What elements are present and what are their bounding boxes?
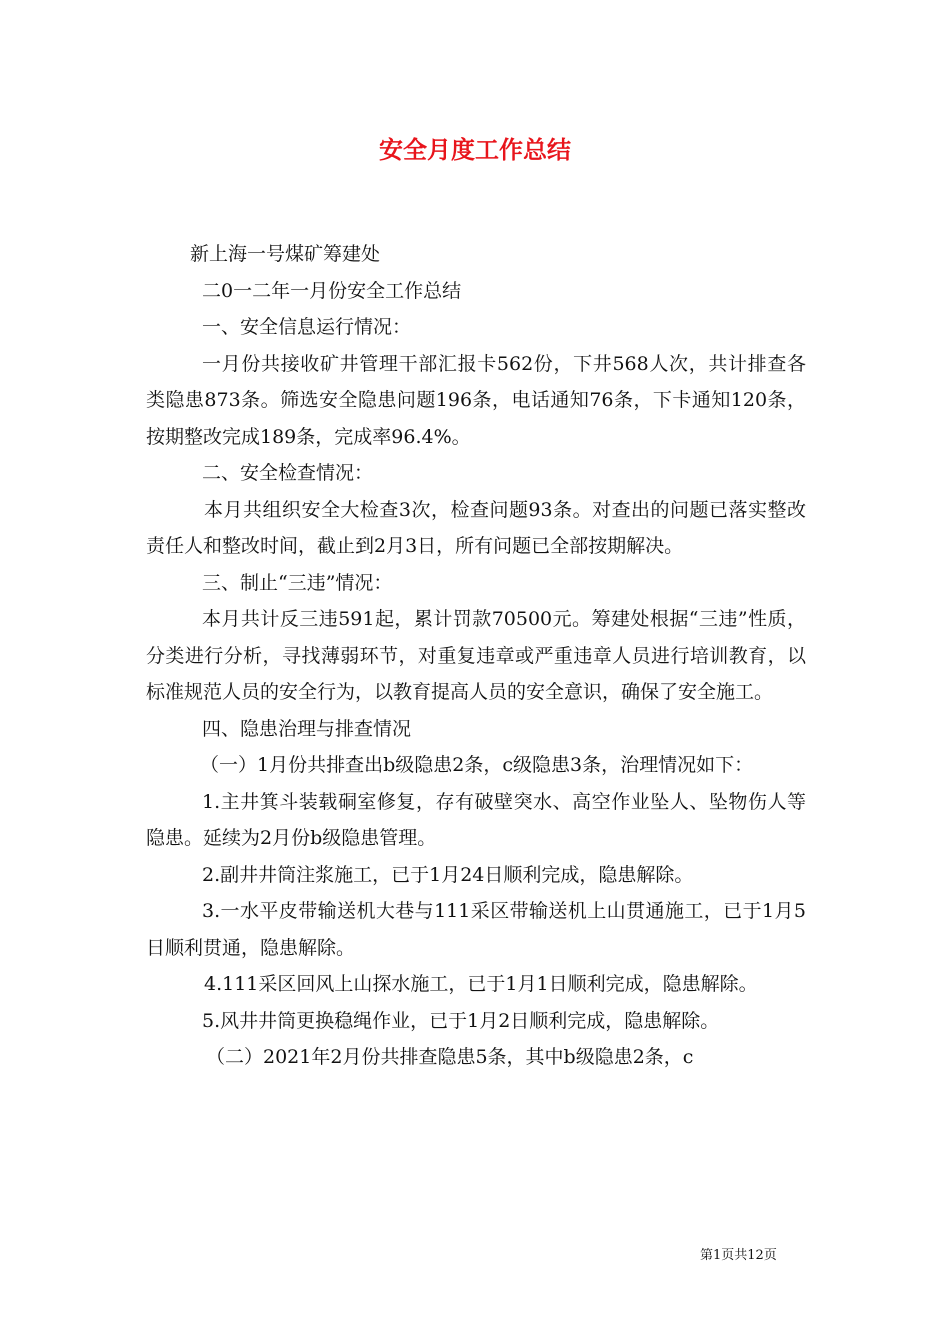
document-title: 安全月度工作总结	[379, 136, 571, 164]
list-item-1: 1.主井箕斗装载硐室修复，存有破壁突水、高空作业坠人、坠物伤人等隐患。延续为2月份b级隐患管理。	[146, 790, 806, 849]
list-item-5: 5.风井井筒更换稳绳作业，已于1月2日顺利完成，隐患解除。	[202, 1009, 720, 1032]
heading-section-1: 一、安全信息运行情况：	[202, 316, 412, 338]
list-item-3: 3.一水平皮带输送机大巷与111采区带输送机上山贯通施工，已于1月5日顺利贯通，隐患解除。	[146, 900, 806, 959]
paragraph-section-1: 一月份共接收矿井管理干部汇报卡562份，下井568人次，共计排查各类隐患873条。筛选安全隐患问题196条，电话通知76条，下卡通知120条，按期整改完成189条，完成率96.4%。	[146, 352, 806, 448]
paragraph-organization: 新上海一号煤矿筹建处	[190, 243, 381, 265]
paragraph-section-2: 本月共组织安全大检查3次，检查问题93条。对查出的问题已落实整改责任人和整改时间，截止到2月3日，所有问题已全部按期解决。	[146, 498, 806, 557]
heading-section-2: 二、安全检查情况：	[202, 462, 374, 484]
paragraph-subsection-2: （二）2021年2月份共排查隐患5条，其中b级隐患2条，c	[206, 1046, 694, 1068]
document-body	[146, 236, 806, 1076]
page-footer: 第1页共12页	[700, 1248, 777, 1263]
paragraph-subsection-1: （一）1月份共排查出b级隐患2条，c级隐患3条，治理情况如下：	[200, 754, 754, 776]
heading-section-3: 三、制止“三违”情况：	[202, 571, 393, 594]
heading-section-4: 四、隐患治理与排查情况	[202, 717, 412, 740]
paragraph-subtitle: 二0一二年一月份安全工作总结	[202, 279, 462, 302]
paragraph-section-3: 本月共计反三违591起，累计罚款70500元。筹建处根据“三违”性质，分类进行分析，寻找薄弱环节，对重复违章或严重违章人员进行培训教育，以标准规范人员的安全行为，以教育提高人员的安全意识，确保了安全施工。	[146, 608, 806, 703]
list-item-4: 4.111采区回风上山探水施工，已于1月1日顺利完成，隐患解除。	[204, 973, 758, 995]
list-item-2: 2.副井井筒注浆施工，已于1月24日顺利完成，隐患解除。	[202, 863, 694, 886]
